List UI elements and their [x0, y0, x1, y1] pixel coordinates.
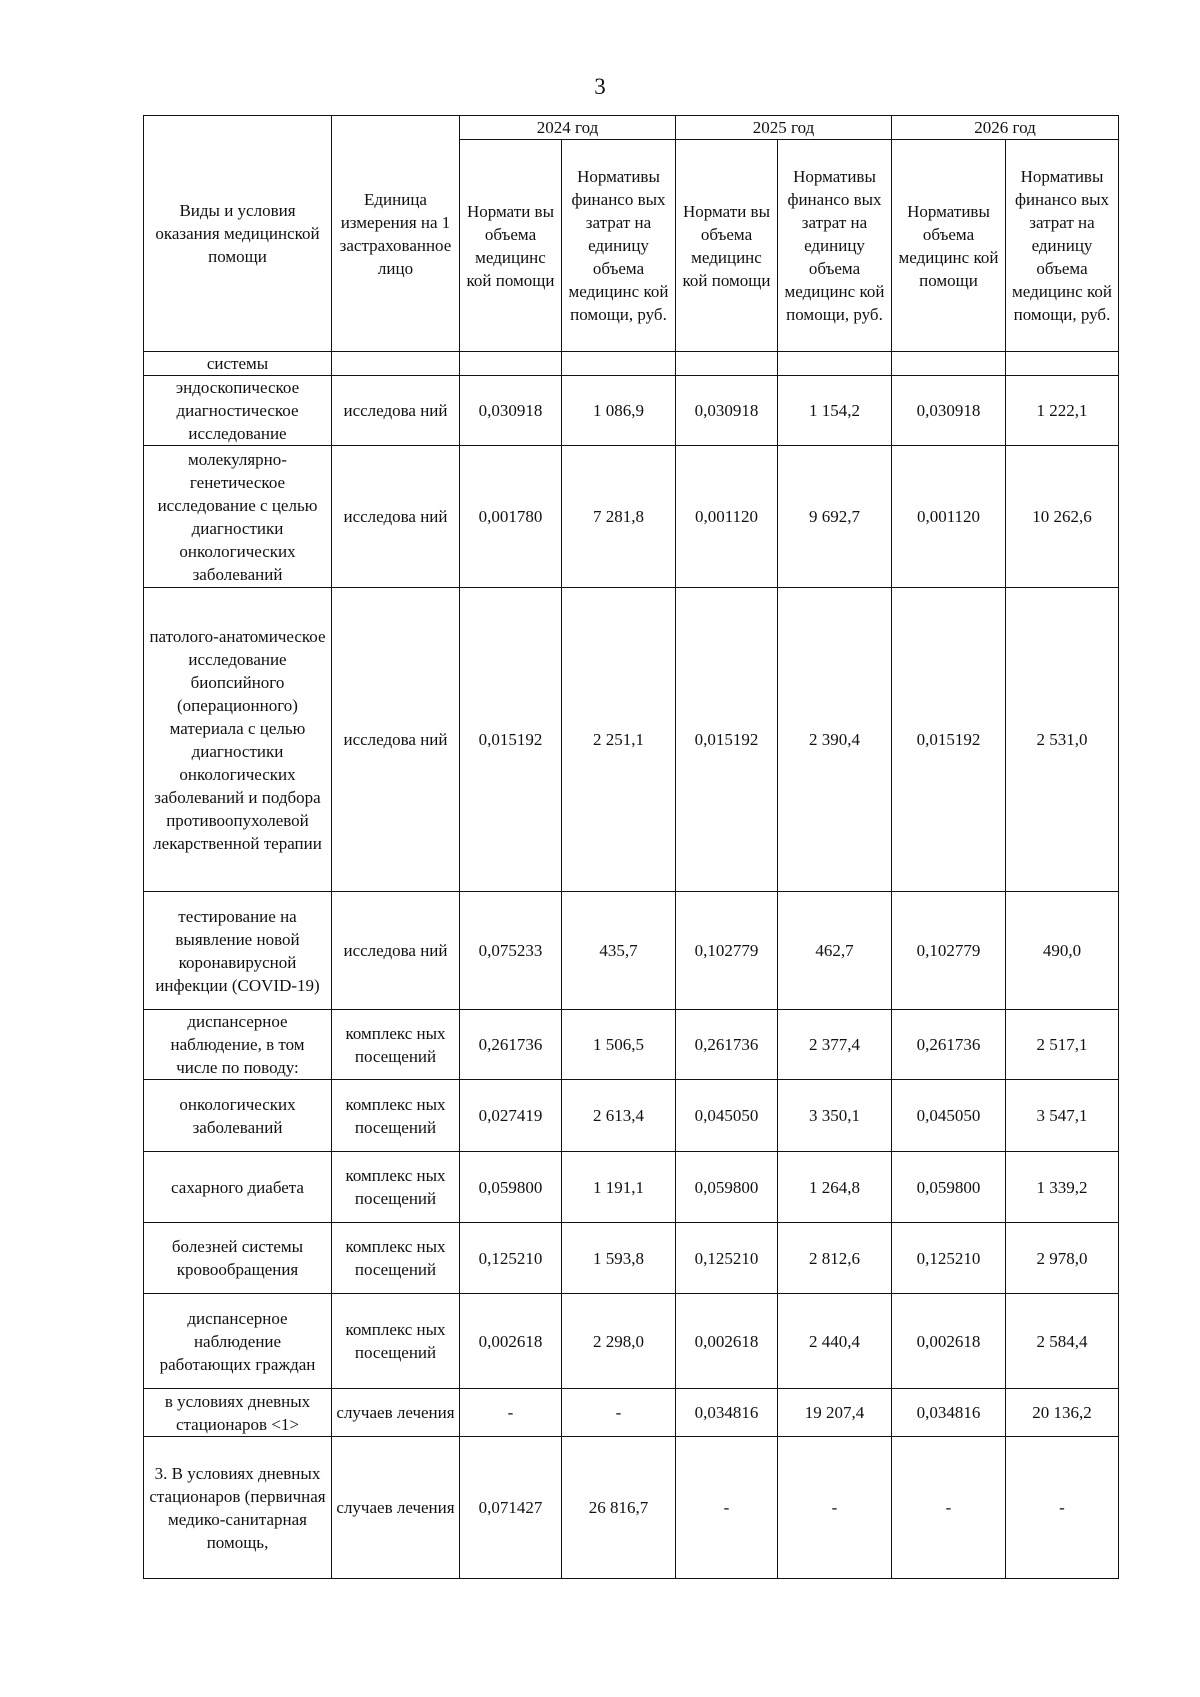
- table-row: [144, 1389, 1119, 1437]
- row-volume-2026: 0,034816: [892, 1389, 1006, 1437]
- row-volume-2024: 0,002618: [460, 1294, 562, 1389]
- row-cost-2024: 435,7: [562, 892, 676, 1010]
- row-volume-2024: 0,059800: [460, 1152, 562, 1223]
- row-cost-2026: 3 547,1: [1006, 1080, 1119, 1152]
- header-year-2026: 2026 год: [892, 116, 1119, 140]
- row-care-kind: эндоскопическое диагностическое исследование: [144, 376, 332, 446]
- row-volume-2026: 0,125210: [892, 1223, 1006, 1294]
- row-cost-2025: 3 350,1: [778, 1080, 892, 1152]
- row-cost-2026: 2 517,1: [1006, 1010, 1119, 1080]
- row-cost-2024: [562, 352, 676, 376]
- row-unit: комплекс ных посещений: [332, 1080, 460, 1152]
- row-care-kind: диспансерное наблюдение работающих граждан: [144, 1294, 332, 1389]
- header-volume-norm-2026: Нормативы объема медицинс кой помощи: [892, 140, 1006, 352]
- row-unit: исследова ний: [332, 588, 460, 892]
- page-number: 3: [594, 74, 606, 99]
- row-volume-2025: 0,102779: [676, 892, 778, 1010]
- table-row: [144, 352, 1119, 376]
- row-unit: исследова ний: [332, 446, 460, 588]
- header-cost-norm-2025: Нормативы финансо вых затрат на единицу объема медицинс кой помощи, руб.: [778, 140, 892, 352]
- row-care-kind: молекулярно-генетическое исследование с целью диагностики онкологических заболеваний: [144, 446, 332, 588]
- row-volume-2024: 0,075233: [460, 892, 562, 1010]
- row-cost-2024: -: [562, 1389, 676, 1437]
- row-cost-2026: 2 531,0: [1006, 588, 1119, 892]
- header-cost-norm-2024: Нормативы финансо вых затрат на единицу объема медицинс кой помощи, руб.: [562, 140, 676, 352]
- row-volume-2026: 0,002618: [892, 1294, 1006, 1389]
- row-cost-2026: 1 339,2: [1006, 1152, 1119, 1223]
- row-cost-2025: -: [778, 1437, 892, 1579]
- row-cost-2024: 1 086,9: [562, 376, 676, 446]
- row-care-kind: онкологических заболеваний: [144, 1080, 332, 1152]
- row-unit: исследова ний: [332, 376, 460, 446]
- row-volume-2026: [892, 352, 1006, 376]
- care-norms-table: [143, 115, 1119, 1579]
- row-volume-2026: 0,102779: [892, 892, 1006, 1010]
- row-volume-2026: 0,015192: [892, 588, 1006, 892]
- row-volume-2024: 0,030918: [460, 376, 562, 446]
- table-row: [144, 1294, 1119, 1389]
- row-care-kind: в условиях дневных стационаров <1>: [144, 1389, 332, 1437]
- row-cost-2025: 2 440,4: [778, 1294, 892, 1389]
- row-cost-2026: 2 584,4: [1006, 1294, 1119, 1389]
- row-volume-2026: 0,059800: [892, 1152, 1006, 1223]
- header-cost-norm-2026: Нормативы финансо вых затрат на единицу объема медицинс кой помощи, руб.: [1006, 140, 1119, 352]
- table-row: [144, 1080, 1119, 1152]
- row-volume-2024: 0,261736: [460, 1010, 562, 1080]
- table-row: [144, 446, 1119, 588]
- row-cost-2024: 1 191,1: [562, 1152, 676, 1223]
- row-unit: случаев лечения: [332, 1389, 460, 1437]
- row-cost-2025: 2 812,6: [778, 1223, 892, 1294]
- row-cost-2026: 10 262,6: [1006, 446, 1119, 588]
- header-volume-norm-2024: Нормати вы объема медицинс кой помощи: [460, 140, 562, 352]
- header-year-2025: 2025 год: [676, 116, 892, 140]
- row-volume-2026: 0,030918: [892, 376, 1006, 446]
- row-cost-2026: [1006, 352, 1119, 376]
- row-volume-2025: 0,030918: [676, 376, 778, 446]
- row-volume-2025: [676, 352, 778, 376]
- row-cost-2026: 1 222,1: [1006, 376, 1119, 446]
- row-unit: исследова ний: [332, 892, 460, 1010]
- row-cost-2024: 1 506,5: [562, 1010, 676, 1080]
- row-unit: комплекс ных посещений: [332, 1010, 460, 1080]
- row-care-kind: болезней системы кровообращения: [144, 1223, 332, 1294]
- row-cost-2026: -: [1006, 1437, 1119, 1579]
- row-care-kind: сахарного диабета: [144, 1152, 332, 1223]
- row-volume-2024: 0,027419: [460, 1080, 562, 1152]
- row-cost-2025: [778, 352, 892, 376]
- row-volume-2026: 0,001120: [892, 446, 1006, 588]
- table-row: [144, 376, 1119, 446]
- row-care-kind: системы: [144, 352, 332, 376]
- row-unit: комплекс ных посещений: [332, 1223, 460, 1294]
- table-row: [144, 1152, 1119, 1223]
- row-cost-2024: 26 816,7: [562, 1437, 676, 1579]
- row-volume-2024: 0,015192: [460, 588, 562, 892]
- header-year-2024: 2024 год: [460, 116, 676, 140]
- row-unit: случаев лечения: [332, 1437, 460, 1579]
- row-cost-2025: 462,7: [778, 892, 892, 1010]
- row-cost-2026: 20 136,2: [1006, 1389, 1119, 1437]
- header-volume-norm-2025: Нормати вы объема медицинс кой помощи: [676, 140, 778, 352]
- row-volume-2025: 0,045050: [676, 1080, 778, 1152]
- row-volume-2025: 0,001120: [676, 446, 778, 588]
- row-cost-2024: 2 298,0: [562, 1294, 676, 1389]
- row-cost-2024: 7 281,8: [562, 446, 676, 588]
- row-cost-2024: 2 613,4: [562, 1080, 676, 1152]
- row-volume-2026: 0,261736: [892, 1010, 1006, 1080]
- row-care-kind: тестирование на выявление новой коронавирусной инфекции (COVID-19): [144, 892, 332, 1010]
- row-volume-2025: 0,059800: [676, 1152, 778, 1223]
- row-volume-2025: 0,015192: [676, 588, 778, 892]
- row-volume-2024: 0,125210: [460, 1223, 562, 1294]
- table-row: [144, 1010, 1119, 1080]
- header-care-kind: Виды и условия оказания медицинской помощи: [144, 116, 332, 352]
- row-cost-2025: 1 154,2: [778, 376, 892, 446]
- row-unit: комплекс ных посещений: [332, 1152, 460, 1223]
- row-unit: комплекс ных посещений: [332, 1294, 460, 1389]
- row-volume-2026: 0,045050: [892, 1080, 1006, 1152]
- row-volume-2025: 0,034816: [676, 1389, 778, 1437]
- row-volume-2024: 0,071427: [460, 1437, 562, 1579]
- row-care-kind: 3. В условиях дневных стационаров (первичная медико-санитарная помощь,: [144, 1437, 332, 1579]
- row-cost-2025: 2 390,4: [778, 588, 892, 892]
- row-volume-2026: -: [892, 1437, 1006, 1579]
- row-cost-2024: 2 251,1: [562, 588, 676, 892]
- row-cost-2026: 2 978,0: [1006, 1223, 1119, 1294]
- row-volume-2024: -: [460, 1389, 562, 1437]
- row-volume-2024: [460, 352, 562, 376]
- table-row: [144, 1223, 1119, 1294]
- row-volume-2024: 0,001780: [460, 446, 562, 588]
- row-cost-2024: 1 593,8: [562, 1223, 676, 1294]
- row-care-kind: диспансерное наблюдение, в том числе по поводу:: [144, 1010, 332, 1080]
- row-volume-2025: 0,002618: [676, 1294, 778, 1389]
- row-cost-2025: 2 377,4: [778, 1010, 892, 1080]
- row-cost-2026: 490,0: [1006, 892, 1119, 1010]
- row-volume-2025: 0,261736: [676, 1010, 778, 1080]
- header-unit: Единица измерения на 1 застрахованное лицо: [332, 116, 460, 352]
- row-volume-2025: 0,125210: [676, 1223, 778, 1294]
- row-cost-2025: 9 692,7: [778, 446, 892, 588]
- row-volume-2025: -: [676, 1437, 778, 1579]
- table-row: [144, 1437, 1119, 1579]
- row-unit: [332, 352, 460, 376]
- table-row: [144, 588, 1119, 892]
- row-care-kind: патолого-анатомическое исследование биопсийного (операционного) материала с целью диагностики онкологических заболеваний и подбора противоопухолевой лекарственной терапии: [144, 588, 332, 892]
- table-row: [144, 892, 1119, 1010]
- row-cost-2025: 19 207,4: [778, 1389, 892, 1437]
- row-cost-2025: 1 264,8: [778, 1152, 892, 1223]
